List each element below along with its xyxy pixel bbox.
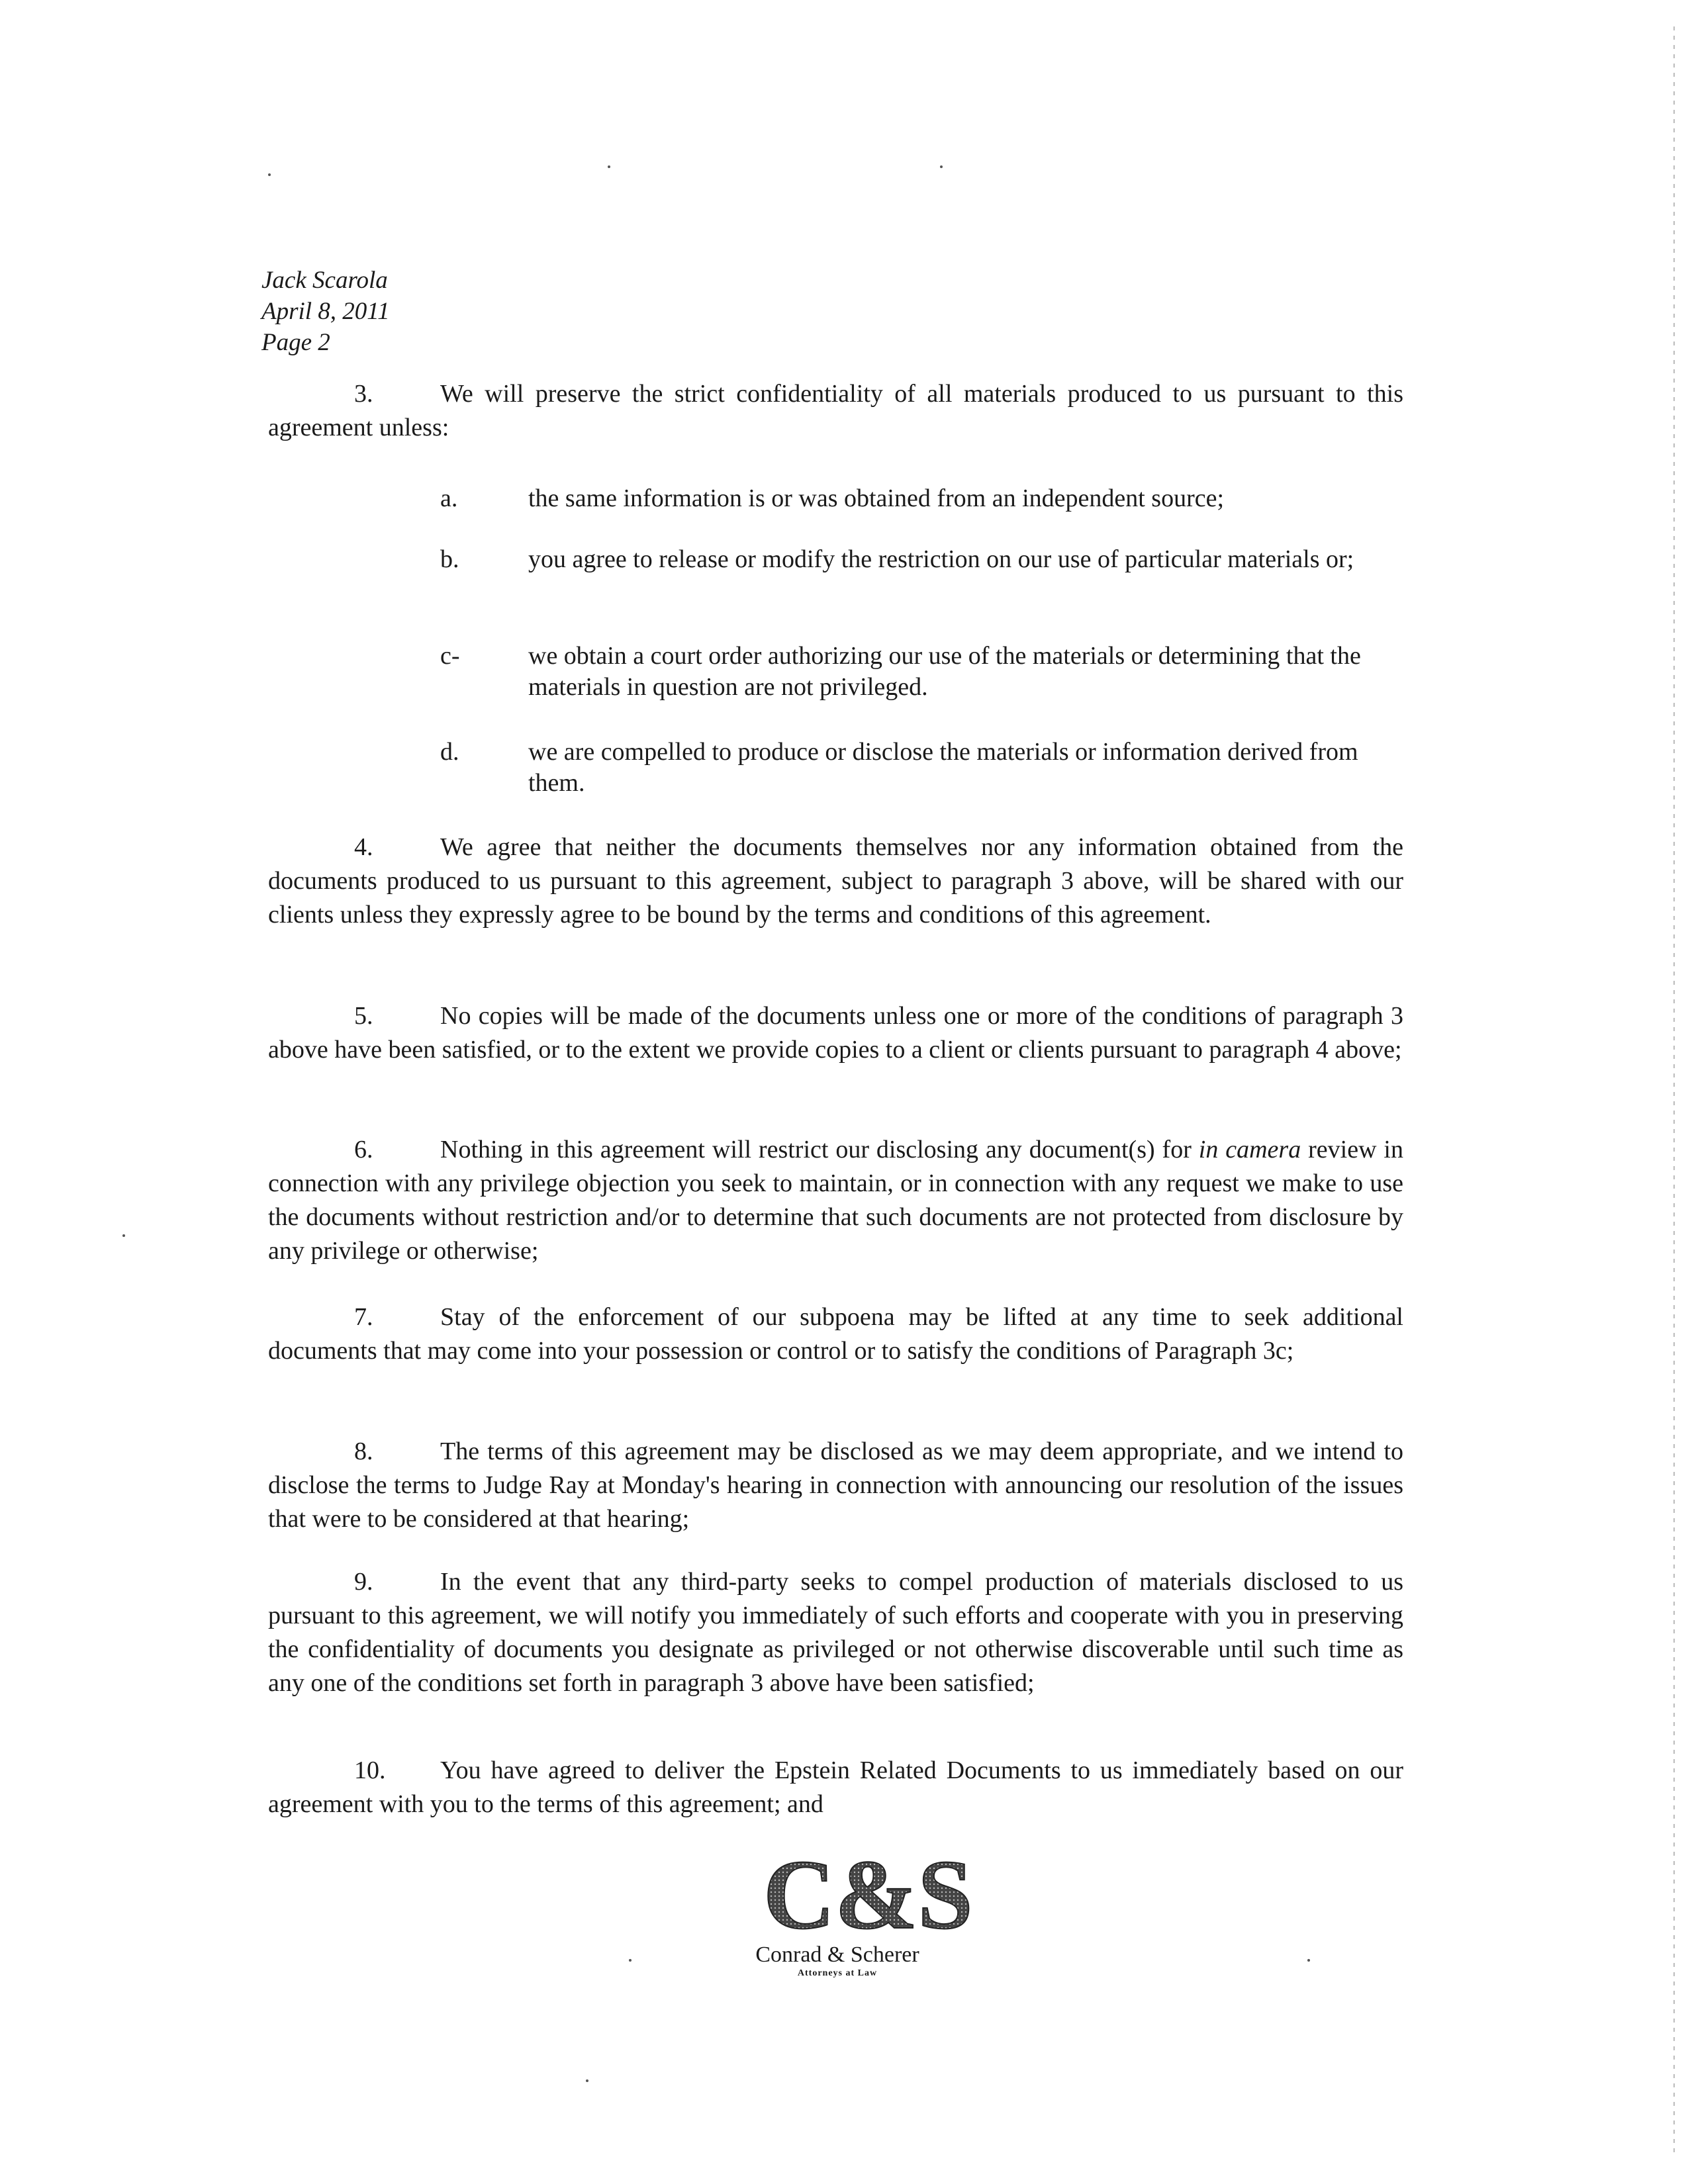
paragraph-4 (268, 831, 1403, 932)
paragraph-6 (268, 1133, 1403, 1268)
paragraph-number: 5. (354, 1002, 373, 1030)
paragraph-text: We will preserve the strict confidentiality of all materials produced to us pursuant to this agreement unless: (268, 380, 1403, 441)
paragraph-number: 3. (354, 380, 373, 408)
paragraph-number: 9. (354, 1568, 373, 1596)
subitem-text: you agree to release or modify the restriction on our use of particular materials or; (528, 545, 1354, 573)
subitem-a (440, 483, 1407, 514)
subitem-text: we are compelled to produce or disclose the materials or information derived from them. (528, 738, 1358, 797)
paragraph-5 (268, 999, 1403, 1067)
subitem-text: we obtain a court order authorizing our use of the materials or determining that the materials in question are not privileged. (528, 642, 1361, 701)
scan-speck (1307, 1959, 1310, 1962)
subitem-d (440, 737, 1407, 799)
subitem-text: the same information is or was obtained from an independent source; (528, 484, 1225, 512)
letter-header (261, 265, 390, 358)
firm-name: Conrad & Scherer (755, 1942, 919, 1967)
firm-logo-block (731, 1840, 973, 1979)
scan-speck (940, 165, 943, 168)
paragraph-7 (268, 1300, 1403, 1368)
paragraph-text: We agree that neither the documents themselves nor any information obtained from the documents produced to us pursuant to this agreement, subject to paragraph 3 above, will be shared with our clients unless they expressly agree to be bound by the terms and conditions of this agreement. (268, 833, 1403, 929)
paragraph-text-end: review in connection with any privilege objection you seek to maintain, or in connection with any request we make to use the documents without restriction and/or to determine that such documents are not protected from disclosure by any privilege or otherwise; (268, 1136, 1403, 1265)
scan-speck (629, 1959, 632, 1962)
paragraph-3 (268, 377, 1403, 445)
paragraph-text-emphasis: in camera (1198, 1136, 1301, 1163)
paragraph-text: The terms of this agreement may be disclosed as we may deem appropriate, and we intend to disclose the terms to Judge Ray at Monday's hearing in connection with announcing our resolution of the issues that were to be considered at that hearing; (268, 1437, 1403, 1533)
paragraph-10 (268, 1754, 1403, 1821)
paragraph-text: In the event that any third-party seeks to compel production of materials disclosed to us pursuant to this agreement, we will notify you immediately of such efforts and cooperate with you in preserving the confidentiality of documents you designate as privileged or not otherwise discoverable until such time as any one of the conditions set forth in paragraph 3 above have been satisfied; (268, 1568, 1403, 1697)
paragraph-8 (268, 1435, 1403, 1536)
firm-logo (758, 1840, 973, 1950)
scan-speck (586, 2079, 588, 2082)
scan-speck (268, 173, 271, 176)
paragraph-number: 8. (354, 1437, 373, 1465)
paragraph-text: You have agreed to deliver the Epstein Related Documents to us immediately based on our agreement with you to the terms of this agreement; and (268, 1756, 1403, 1818)
paragraph-number: 4. (354, 833, 373, 861)
firm-subtitle: Attorneys at Law (797, 1968, 878, 1978)
paragraph-text-start: Nothing in this agreement will restrict our disclosing any document(s) for (440, 1136, 1199, 1163)
scan-speck (608, 165, 610, 168)
subitem-c (440, 641, 1407, 703)
paragraph-number: 7. (354, 1303, 373, 1331)
paragraph-text: No copies will be made of the documents unless one or more of the conditions of paragraph 3 above have been satisfied, or to the extent we provide copies to a client or clients pursuant to paragraph 4 above; (268, 1002, 1403, 1064)
subitem-b (440, 544, 1407, 575)
letter-date: April 8, 2011 (261, 298, 390, 325)
subitem-letter: a. (440, 484, 458, 512)
logo-monogram: C&S (763, 1840, 973, 1950)
subitem-letter: b. (440, 545, 459, 573)
scan-edge-marks (1673, 26, 1675, 2158)
scan-speck (122, 1234, 125, 1237)
paragraph-text: Stay of the enforcement of our subpoena may be lifted at any time to seek additional documents that may come into your possession or control or to satisfy the conditions of Paragraph 3c; (268, 1303, 1403, 1365)
page-number: Page 2 (261, 329, 330, 356)
paragraph-number: 10. (354, 1756, 386, 1784)
paragraph-number: 6. (354, 1136, 373, 1163)
paragraph-9 (268, 1565, 1403, 1700)
subitem-letter: d. (440, 738, 459, 766)
recipient-name: Jack Scarola (261, 267, 388, 294)
subitem-letter: c- (440, 642, 460, 670)
